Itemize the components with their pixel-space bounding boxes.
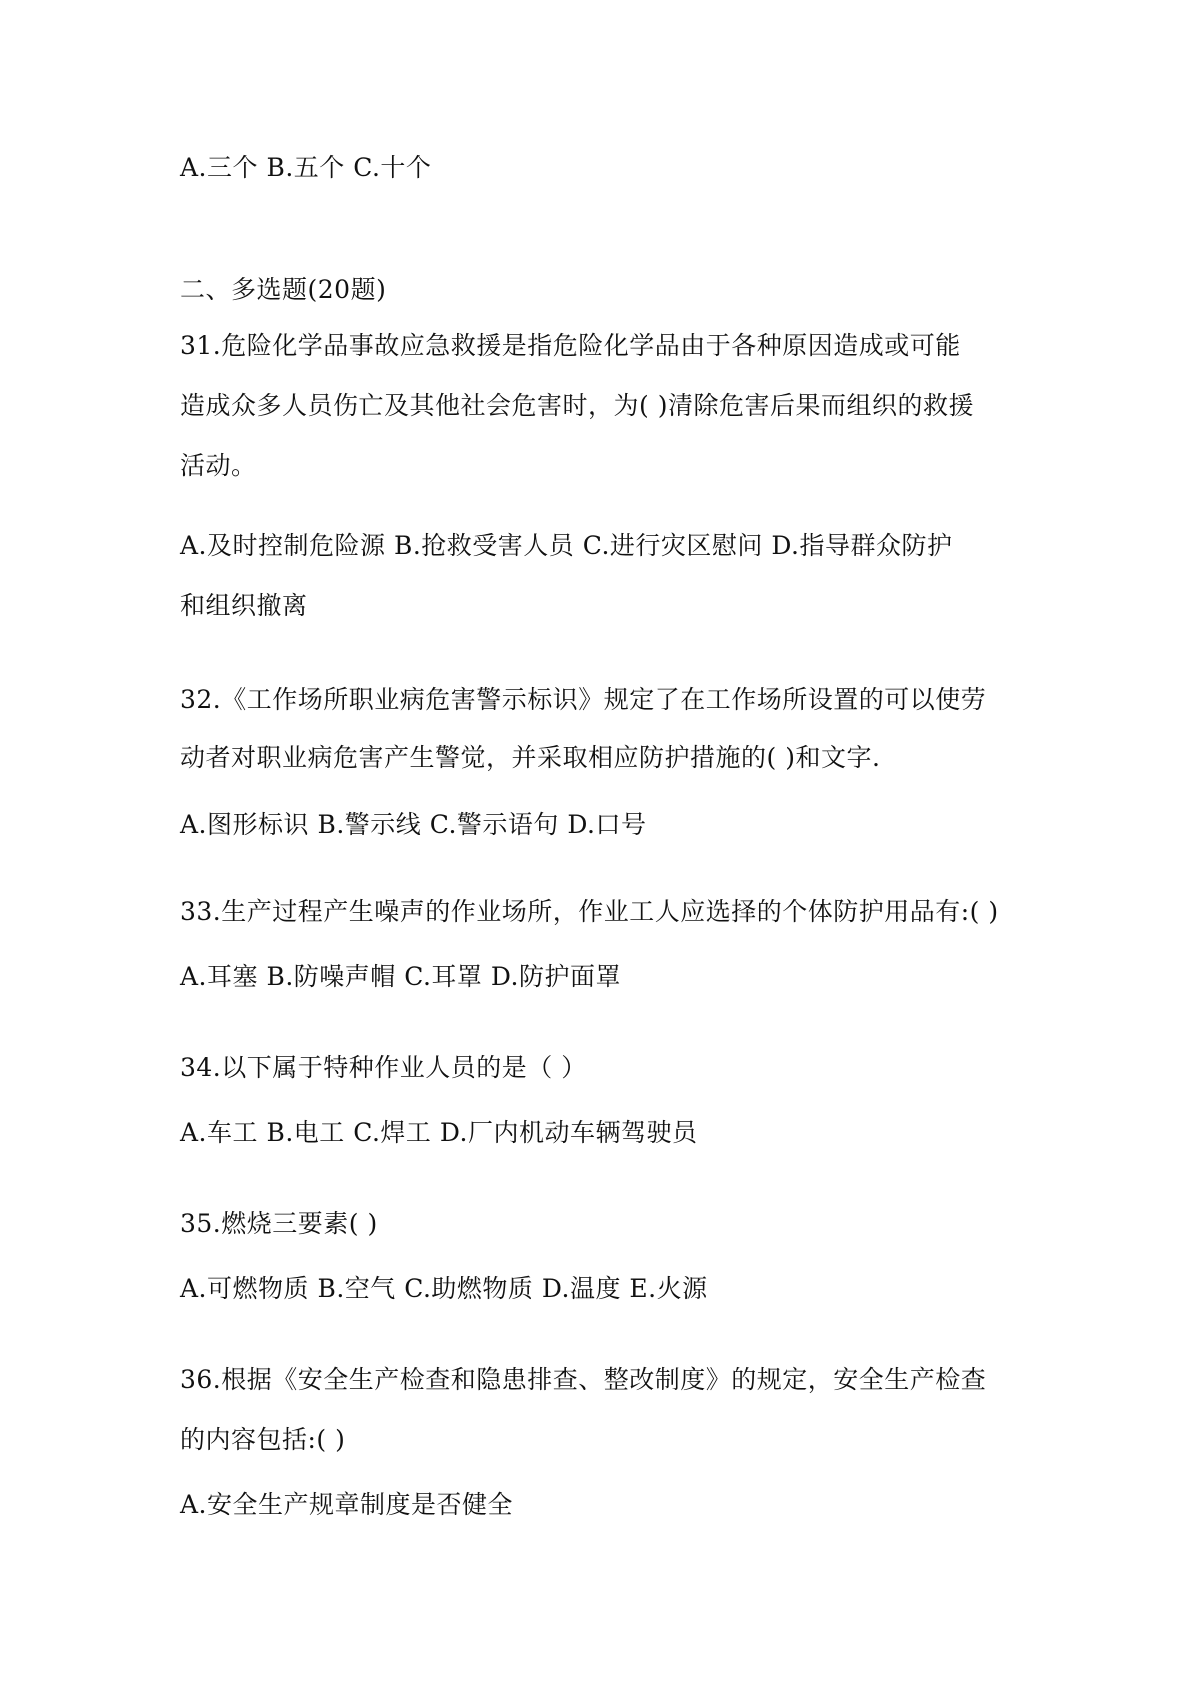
question-34-options: A.车工 B.电工 C.焊工 D.厂内机动车辆驾驶员 [180, 1118, 698, 1147]
question-35-stem: 35.燃烧三要素( ) [180, 1209, 378, 1238]
question-31-options-line-1: A.及时控制危险源 B.抢救受害人员 C.进行灾区慰问 D.指导群众防护 [180, 531, 953, 560]
question-33-stem: 33.生产过程产生噪声的作业场所，作业工人应选择的个体防护用品有:( ) [180, 897, 999, 926]
question-31-stem-line-1: 31.危险化学品事故应急救援是指危险化学品由于各种原因造成或可能 [180, 331, 961, 360]
question-31-stem-line-2: 造成众多人员伤亡及其他社会危害时，为( )清除危害后果而组织的救援 [180, 391, 974, 420]
section-heading: 二、多选题(20题) [180, 275, 387, 304]
prev-question-options: A.三个 B.五个 C.十个 [180, 153, 432, 182]
question-35-options: A.可燃物质 B.空气 C.助燃物质 D.温度 E.火源 [180, 1274, 708, 1303]
question-32-stem-line-2: 动者对职业病危害产生警觉，并采取相应防护措施的( )和文字. [180, 743, 881, 772]
question-31-options-line-2: 和组织撤离 [180, 591, 308, 620]
question-32-stem-line-1: 32.《工作场所职业病危害警示标识》规定了在工作场所设置的可以使劳 [180, 685, 987, 714]
question-32-options: A.图形标识 B.警示线 C.警示语句 D.口号 [180, 810, 647, 839]
question-36-stem-line-1: 36.根据《安全生产检查和隐患排查、整改制度》的规定，安全生产检查 [180, 1365, 987, 1394]
question-33-options: A.耳塞 B.防噪声帽 C.耳罩 D.防护面罩 [180, 962, 621, 991]
question-34-stem: 34.以下属于特种作业人员的是（ ） [180, 1053, 587, 1082]
question-36-options: A.安全生产规章制度是否健全 [180, 1490, 514, 1519]
question-36-stem-line-2: 的内容包括:( ) [180, 1425, 346, 1454]
question-31-stem-line-3: 活动。 [180, 451, 257, 480]
